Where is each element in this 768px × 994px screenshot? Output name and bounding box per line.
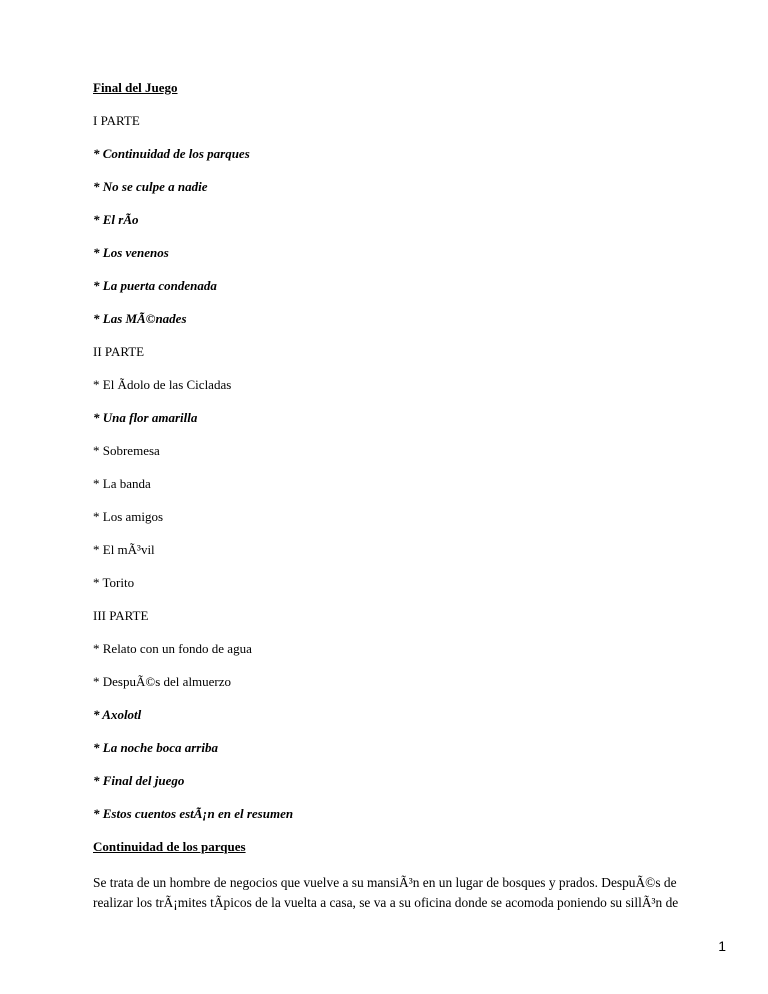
list-item: * Los amigos — [93, 509, 164, 524]
section-subheading: Continuidad de los parques — [93, 839, 246, 854]
list-item: * La noche boca arriba — [93, 740, 218, 755]
list-item: * Final del juego — [93, 773, 185, 788]
list-item: * Una flor amarilla — [93, 410, 198, 425]
list-item: * DespuÃ©s del almuerzo — [93, 674, 232, 689]
list-item: * Estos cuentos estÃ¡n en el resumen — [93, 806, 294, 821]
list-item: * El mÃ³vil — [93, 542, 155, 557]
list-item: * Las MÃ©nades — [93, 311, 187, 326]
page-number: 1 — [718, 938, 726, 954]
paragraph-line: Se trata de un hombre de negocios que vuelve a su mansiÃ³n en un lugar de bosques y prados. DespuÃ©s de — [93, 875, 677, 890]
section-heading-part-1: I PARTE — [93, 113, 140, 128]
list-item: * La banda — [93, 476, 151, 491]
paragraph-line: realizar los trÃ¡mites tÃpicos de la vuelta a casa, se va a su oficina donde se acomoda poniendo su sillÃ³n de — [93, 895, 679, 910]
list-item: * Axolotl — [93, 707, 142, 722]
list-item: * El Ãdolo de las Cicladas — [93, 377, 232, 392]
list-item: * Los venenos — [93, 245, 169, 260]
section-heading-part-2: II PARTE — [93, 344, 145, 359]
document-title: Final del Juego — [93, 80, 178, 95]
list-item: * Torito — [93, 575, 135, 590]
list-item: * No se culpe a nadie — [93, 179, 208, 194]
list-item: * Continuidad de los parques — [93, 146, 250, 161]
list-item: * Sobremesa — [93, 443, 160, 458]
list-item: * El rÃo — [93, 212, 139, 227]
list-item: * Relato con un fondo de agua — [93, 641, 252, 656]
section-heading-part-3: III PARTE — [93, 608, 149, 623]
list-item: * La puerta condenada — [93, 278, 217, 293]
